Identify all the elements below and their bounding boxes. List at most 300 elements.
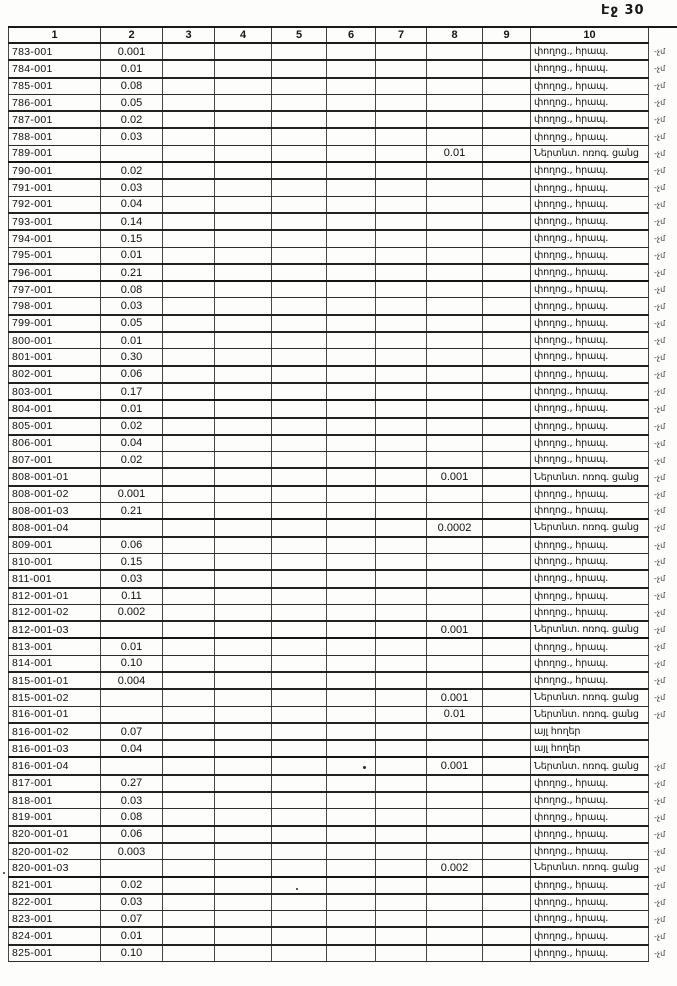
margin-note: -չմ (654, 404, 666, 414)
column-header-4: 4 (215, 27, 272, 43)
margin-note: -չմ (654, 301, 666, 311)
cell-empty (376, 894, 427, 911)
cell-empty (215, 723, 272, 740)
cell-empty (427, 196, 483, 213)
cell-parcel-id: 815-001-01 (9, 672, 101, 689)
cell-empty (427, 332, 483, 349)
cell-empty (272, 43, 327, 60)
cell-empty (376, 230, 427, 247)
cell-parcel-id: 816-001-01 (9, 706, 101, 723)
cell-empty (427, 247, 483, 264)
table-row (9, 911, 677, 928)
cell-parcel-id: 823-001 (9, 911, 101, 928)
table-row (9, 213, 677, 230)
cell-empty (483, 689, 531, 706)
cell-empty (427, 723, 483, 740)
cell-empty (483, 927, 531, 944)
page-number: Էջ 30 (601, 3, 645, 18)
cell-area-col2: 0.05 (101, 94, 163, 111)
cell-empty (163, 588, 215, 605)
cell-land-use: փողոց., հրապ. (531, 60, 649, 77)
cell-area-col2: 0.03 (101, 570, 163, 587)
cell-empty (327, 503, 376, 520)
cell-empty (215, 298, 272, 315)
cell-parcel-id: 813-001 (9, 638, 101, 655)
cell-empty (215, 281, 272, 298)
cell-empty (215, 621, 272, 638)
cell-empty (327, 723, 376, 740)
cell-empty (327, 383, 376, 400)
cell-parcel-id: 795-001 (9, 247, 101, 264)
cell-empty (327, 111, 376, 128)
cell-parcel-id: 808-001-04 (9, 519, 101, 536)
cell-empty (272, 213, 327, 230)
cell-empty (327, 366, 376, 383)
cell-land-use: փողոց., հրապ. (531, 792, 649, 809)
cell-empty (215, 911, 272, 928)
cell-empty (215, 894, 272, 911)
cell-empty (101, 145, 163, 162)
cell-empty (163, 604, 215, 621)
table-row (9, 435, 677, 452)
cell-empty (376, 486, 427, 503)
margin-note: -չմ (654, 557, 666, 567)
cell-parcel-id: 800-001 (9, 332, 101, 349)
cell-empty (272, 775, 327, 792)
cell-land-use: փողոց., հրապ. (531, 418, 649, 435)
cell-empty (427, 383, 483, 400)
cell-land-use: փողոց., հրապ. (531, 927, 649, 944)
cell-empty (376, 537, 427, 554)
cell-empty (101, 689, 163, 706)
cell-empty (427, 911, 483, 928)
cell-parcel-id: 814-001 (9, 655, 101, 672)
cell-empty (376, 43, 427, 60)
cell-empty (376, 264, 427, 281)
cell-empty (483, 519, 531, 536)
table-row (9, 689, 677, 706)
cell-empty (163, 638, 215, 655)
margin-note: -չմ (654, 523, 666, 533)
column-header-6: 6 (327, 27, 376, 43)
cell-area-col2: 0.02 (101, 111, 163, 128)
cell-empty (376, 604, 427, 621)
cell-area-col8: 0.001 (427, 757, 483, 774)
cell-land-use: Ներտնտ. ոռոգ. ցանց (531, 519, 649, 536)
cell-empty (163, 247, 215, 264)
table-row (9, 775, 677, 792)
cell-empty (101, 468, 163, 485)
cell-empty (215, 775, 272, 792)
cell-empty (327, 468, 376, 485)
cell-land-use: փողոց., հրապ. (531, 179, 649, 196)
table-row (9, 621, 677, 638)
margin-note: -չմ (654, 438, 666, 448)
cell-empty (163, 435, 215, 452)
cell-empty (215, 60, 272, 77)
cell-empty (327, 128, 376, 145)
cell-empty (272, 247, 327, 264)
cell-empty (327, 706, 376, 723)
cell-parcel-id: 809-001 (9, 537, 101, 554)
cell-empty (163, 78, 215, 95)
cell-empty (215, 247, 272, 264)
cell-empty (376, 843, 427, 860)
cell-area-col2: 0.01 (101, 400, 163, 417)
margin-note: -չմ (654, 795, 666, 805)
table-row (9, 128, 677, 145)
column-header-7: 7 (376, 27, 427, 43)
margin-note: -չմ (654, 335, 666, 345)
margin-note: -չմ (654, 625, 666, 635)
cell-land-use: Ներտնտ. ոռոգ. ցանց (531, 621, 649, 638)
cell-empty (376, 638, 427, 655)
cell-empty (272, 78, 327, 95)
margin-note: -չմ (654, 506, 666, 516)
cell-empty (483, 723, 531, 740)
cell-empty (327, 894, 376, 911)
cell-empty (163, 826, 215, 843)
margin-note: -չմ (654, 778, 666, 788)
cell-empty (376, 247, 427, 264)
table-row (9, 537, 677, 554)
cell-empty (483, 621, 531, 638)
cell-empty (483, 945, 531, 962)
cell-empty (327, 196, 376, 213)
cell-empty (163, 400, 215, 417)
cell-empty (272, 503, 327, 520)
margin-note: -չմ (654, 676, 666, 686)
table-row (9, 247, 677, 264)
cell-empty (163, 145, 215, 162)
cell-empty (427, 843, 483, 860)
cell-empty (215, 366, 272, 383)
cell-land-use: փողոց., հրապ. (531, 638, 649, 655)
margin-note: -չմ (654, 489, 666, 499)
cell-empty (376, 503, 427, 520)
cell-land-use: փողոց., հրապ. (531, 775, 649, 792)
margin-note: -չմ (654, 693, 666, 703)
cell-parcel-id: 794-001 (9, 230, 101, 247)
cell-empty (427, 672, 483, 689)
cell-empty (272, 519, 327, 536)
cell-parcel-id: 816-001-04 (9, 757, 101, 774)
cell-empty (483, 775, 531, 792)
cell-empty (163, 179, 215, 196)
cell-empty (272, 298, 327, 315)
cell-empty (427, 570, 483, 587)
cell-empty (327, 230, 376, 247)
cell-parcel-id: 824-001 (9, 927, 101, 944)
cell-empty (427, 400, 483, 417)
cell-empty (163, 927, 215, 944)
table-row (9, 894, 677, 911)
cell-parcel-id: 816-001-03 (9, 740, 101, 757)
cell-land-use: Ներտնտ. ոռոգ. ցանց (531, 689, 649, 706)
cell-parcel-id: 822-001 (9, 894, 101, 911)
cell-empty (427, 588, 483, 605)
cell-empty (163, 570, 215, 587)
cell-empty (483, 332, 531, 349)
cell-empty (215, 332, 272, 349)
table-row (9, 468, 677, 485)
cell-empty (272, 366, 327, 383)
cell-area-col8: 0.001 (427, 621, 483, 638)
cell-empty (376, 570, 427, 587)
margin-note: -չմ (654, 540, 666, 550)
cell-empty (163, 60, 215, 77)
table-row (9, 486, 677, 503)
cell-empty (483, 400, 531, 417)
cell-empty (163, 655, 215, 672)
cell-empty (163, 128, 215, 145)
cell-area-col2: 0.01 (101, 638, 163, 655)
cell-empty (483, 503, 531, 520)
cell-land-use: փողոց., հրապ. (531, 162, 649, 179)
cell-empty (215, 400, 272, 417)
cell-area-col2: 0.15 (101, 230, 163, 247)
cell-empty (427, 264, 483, 281)
cell-empty (272, 230, 327, 247)
cell-empty (272, 94, 327, 111)
cell-empty (483, 604, 531, 621)
table-row (9, 655, 677, 672)
margin-note: -չմ (654, 846, 666, 856)
table-body (9, 43, 677, 962)
cell-area-col2: 0.15 (101, 553, 163, 570)
cell-empty (376, 78, 427, 95)
cell-land-use: փողոց., հրապ. (531, 349, 649, 366)
table-header (9, 27, 677, 43)
cell-empty (272, 145, 327, 162)
cell-parcel-id: 796-001 (9, 264, 101, 281)
column-header-8: 8 (427, 27, 483, 43)
cell-area-col2: 0.04 (101, 740, 163, 757)
cell-empty (376, 655, 427, 672)
cell-empty (327, 740, 376, 757)
cell-land-use: Ներտնտ. ոռոգ. ցանց (531, 145, 649, 162)
cell-parcel-id: 811-001 (9, 570, 101, 587)
cell-empty (483, 588, 531, 605)
cell-empty (327, 809, 376, 826)
cell-empty (483, 706, 531, 723)
cell-empty (427, 213, 483, 230)
cell-empty (272, 655, 327, 672)
cell-empty (215, 264, 272, 281)
table-row (9, 452, 677, 469)
cell-area-col2: 0.02 (101, 877, 163, 894)
cell-empty (427, 298, 483, 315)
cell-empty (272, 537, 327, 554)
cell-empty (163, 213, 215, 230)
cell-empty (327, 43, 376, 60)
cell-empty (483, 792, 531, 809)
cell-empty (483, 435, 531, 452)
cell-empty (272, 740, 327, 757)
cell-parcel-id: 798-001 (9, 298, 101, 315)
cell-parcel-id: 802-001 (9, 366, 101, 383)
cell-empty (483, 366, 531, 383)
cell-empty (483, 94, 531, 111)
cell-empty (215, 588, 272, 605)
cell-empty (215, 315, 272, 332)
cell-empty (327, 537, 376, 554)
cell-empty (327, 486, 376, 503)
cell-area-col2: 0.17 (101, 383, 163, 400)
cell-empty (483, 894, 531, 911)
cell-parcel-id: 789-001 (9, 145, 101, 162)
margin-note: -չմ (654, 591, 666, 601)
table-row (9, 281, 677, 298)
cell-area-col2: 0.03 (101, 894, 163, 911)
cell-empty (215, 435, 272, 452)
cell-empty (163, 332, 215, 349)
cell-area-col2: 0.08 (101, 809, 163, 826)
cell-area-col2: 0.06 (101, 537, 163, 554)
cell-empty (215, 740, 272, 757)
cell-parcel-id: 793-001 (9, 213, 101, 230)
cell-empty (272, 418, 327, 435)
cell-empty (327, 689, 376, 706)
cell-empty (376, 315, 427, 332)
cell-empty (327, 911, 376, 928)
margin-note: -չմ (654, 149, 666, 159)
cell-empty (327, 145, 376, 162)
cell-empty (163, 723, 215, 740)
cell-empty (483, 877, 531, 894)
cell-land-use: այլ հողեր (531, 723, 649, 740)
margin-note: -չմ (654, 250, 666, 260)
cell-empty (376, 621, 427, 638)
cell-land-use: փողոց., հրապ. (531, 78, 649, 95)
cell-empty (327, 570, 376, 587)
cell-area-col2: 0.01 (101, 60, 163, 77)
cell-empty (327, 179, 376, 196)
cell-empty (483, 570, 531, 587)
cell-empty (327, 298, 376, 315)
cell-empty (215, 877, 272, 894)
cell-empty (376, 927, 427, 944)
cell-empty (327, 452, 376, 469)
cell-empty (163, 519, 215, 536)
cell-empty (427, 792, 483, 809)
cell-empty (272, 196, 327, 213)
cell-area-col2: 0.07 (101, 911, 163, 928)
margin-note: -չմ (654, 132, 666, 142)
table-row (9, 588, 677, 605)
cell-area-col2: 0.03 (101, 298, 163, 315)
cell-empty (427, 894, 483, 911)
cell-empty (215, 196, 272, 213)
cell-empty (272, 435, 327, 452)
cell-empty (327, 60, 376, 77)
cell-empty (163, 792, 215, 809)
table-row (9, 383, 677, 400)
cell-empty (163, 349, 215, 366)
margin-note: -չմ (654, 709, 666, 719)
table-row (9, 740, 677, 757)
cell-empty (272, 894, 327, 911)
cell-empty (215, 230, 272, 247)
cell-empty (427, 60, 483, 77)
cell-empty (376, 162, 427, 179)
cell-parcel-id: 791-001 (9, 179, 101, 196)
cell-empty (376, 111, 427, 128)
cell-land-use: փողոց., հրապ. (531, 332, 649, 349)
cell-area-col2: 0.21 (101, 264, 163, 281)
cell-land-use: փողոց., հրապ. (531, 230, 649, 247)
margin-note: -չմ (654, 234, 666, 244)
cell-empty (272, 945, 327, 962)
cell-empty (483, 452, 531, 469)
cell-parcel-id: 807-001 (9, 452, 101, 469)
cell-area-col2: 0.10 (101, 655, 163, 672)
cell-area-col8: 0.01 (427, 706, 483, 723)
cell-empty (215, 826, 272, 843)
table-row (9, 672, 677, 689)
cell-parcel-id: 797-001 (9, 281, 101, 298)
cell-empty (483, 196, 531, 213)
cell-empty (272, 588, 327, 605)
cell-empty (163, 264, 215, 281)
cell-parcel-id: 803-001 (9, 383, 101, 400)
cell-parcel-id: 785-001 (9, 78, 101, 95)
cell-empty (215, 757, 272, 774)
cell-land-use: փողոց., հրապ. (531, 196, 649, 213)
scan-speck (3, 872, 5, 874)
cell-land-use: փողոց., հրապ. (531, 213, 649, 230)
table-row (9, 809, 677, 826)
table-row (9, 298, 677, 315)
cell-empty (215, 94, 272, 111)
cell-empty (101, 706, 163, 723)
cell-empty (376, 588, 427, 605)
cell-empty (272, 672, 327, 689)
cell-empty (215, 570, 272, 587)
cell-parcel-id: 812-001-01 (9, 588, 101, 605)
cell-land-use: փողոց., հրապ. (531, 247, 649, 264)
cell-empty (327, 757, 376, 774)
cell-empty (483, 383, 531, 400)
cell-empty (483, 145, 531, 162)
cell-empty (376, 553, 427, 570)
cell-empty (215, 553, 272, 570)
cell-empty (215, 519, 272, 536)
margin-note: -չմ (654, 608, 666, 618)
cell-empty (427, 809, 483, 826)
cell-land-use: փողոց., հրապ. (531, 503, 649, 520)
cell-parcel-id: 821-001 (9, 877, 101, 894)
cell-parcel-id: 808-001-02 (9, 486, 101, 503)
cell-empty (427, 655, 483, 672)
cell-land-use: փողոց., հրապ. (531, 945, 649, 962)
table-row (9, 604, 677, 621)
column-header-5: 5 (272, 27, 327, 43)
cell-empty (376, 775, 427, 792)
cell-empty (427, 435, 483, 452)
cell-empty (483, 128, 531, 145)
cell-area-col2: 0.001 (101, 486, 163, 503)
cell-empty (327, 94, 376, 111)
cell-empty (163, 843, 215, 860)
cell-empty (427, 452, 483, 469)
cell-empty (483, 78, 531, 95)
cell-empty (215, 689, 272, 706)
cell-empty (215, 162, 272, 179)
margin-header-spacer (649, 27, 677, 43)
cell-land-use: փողոց., հրապ. (531, 43, 649, 60)
cell-empty (427, 486, 483, 503)
